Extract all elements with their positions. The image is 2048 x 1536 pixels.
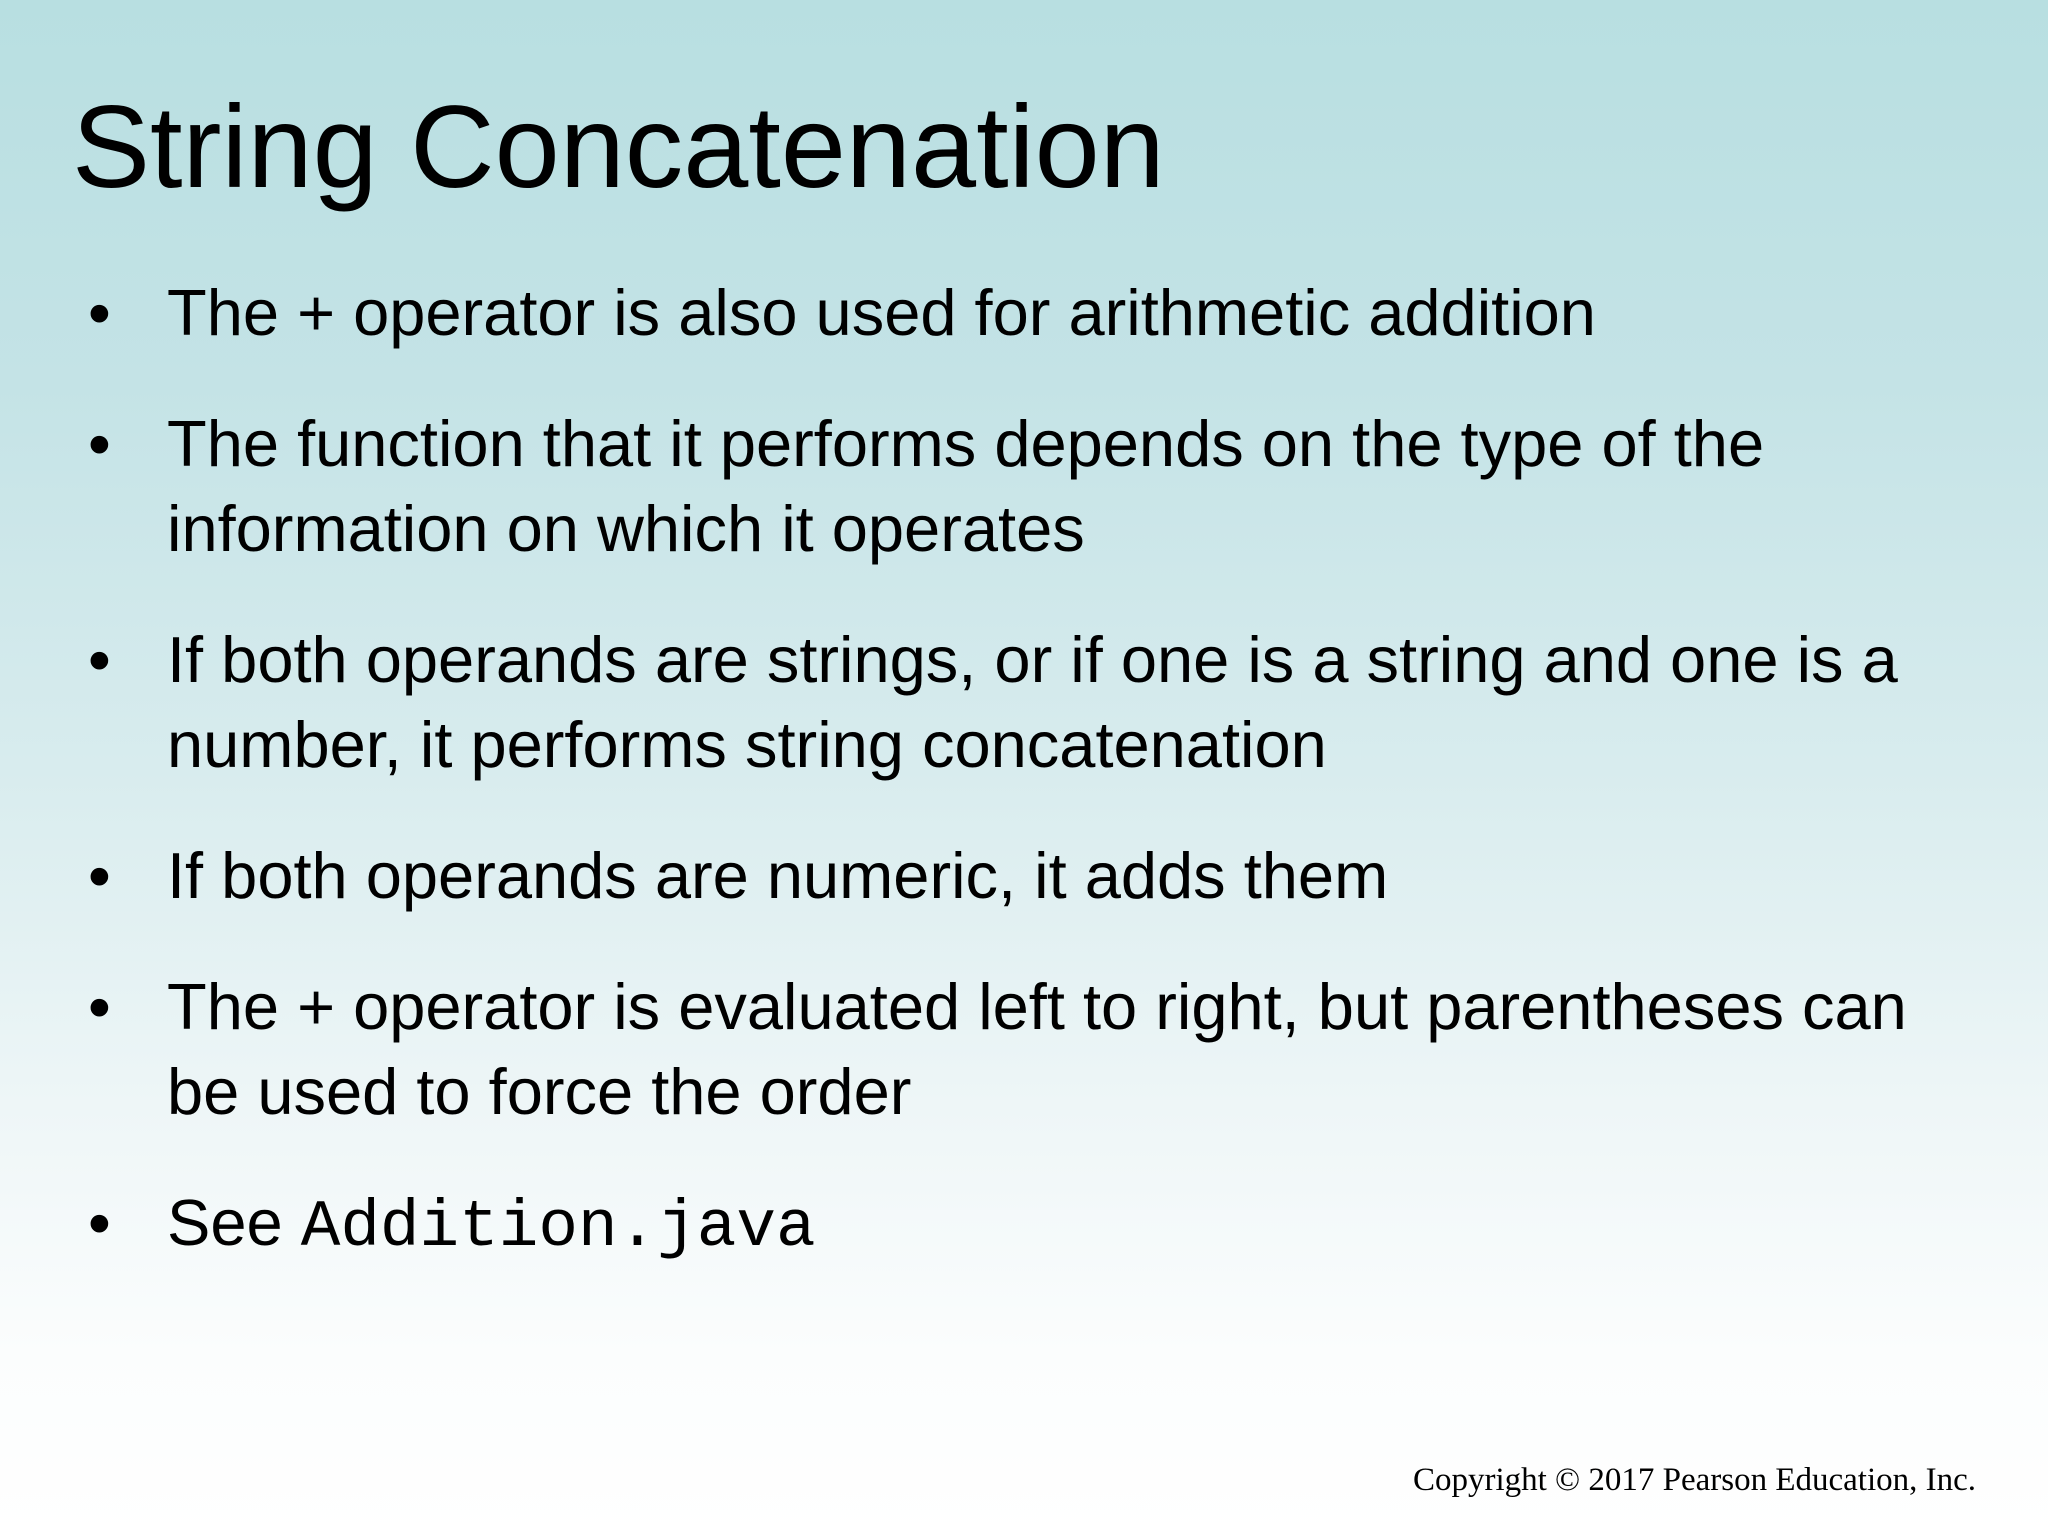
see-prefix: See <box>167 1186 283 1259</box>
bullet-icon: • <box>88 276 111 349</box>
code-filename: Addition.java <box>300 1190 816 1265</box>
bullet-item <box>0 401 2048 571</box>
bullet-text: If both operands are strings, or if one is a string and one is a number, it performs string concatenation <box>167 623 1898 781</box>
bullet-icon: • <box>88 407 111 480</box>
bullet-icon: • <box>88 623 111 696</box>
copyright-notice: Copyright © 2017 Pearson Education, Inc. <box>1412 1462 1976 1498</box>
slide-title: String Concatenation <box>72 81 1165 212</box>
bullet-icon: • <box>88 970 111 1043</box>
bullet-item <box>0 270 2048 355</box>
bullet-list <box>0 270 2048 1316</box>
bullet-icon: • <box>88 1186 111 1259</box>
bullet-text: If both operands are numeric, it adds them <box>167 839 1389 912</box>
bullet-text: The + operator is also used for arithmetic addition <box>167 276 1596 349</box>
bullet-icon: • <box>88 839 111 912</box>
bullet-item <box>0 964 2048 1134</box>
bullet-item <box>0 833 2048 918</box>
bullet-text: The function that it performs depends on the type of the information on which it operates <box>167 407 1765 565</box>
bullet-text: The + operator is evaluated left to right, but parentheses can be used to force the order <box>167 970 1907 1128</box>
bullet-item <box>0 1180 2048 1270</box>
bullet-item <box>0 617 2048 787</box>
